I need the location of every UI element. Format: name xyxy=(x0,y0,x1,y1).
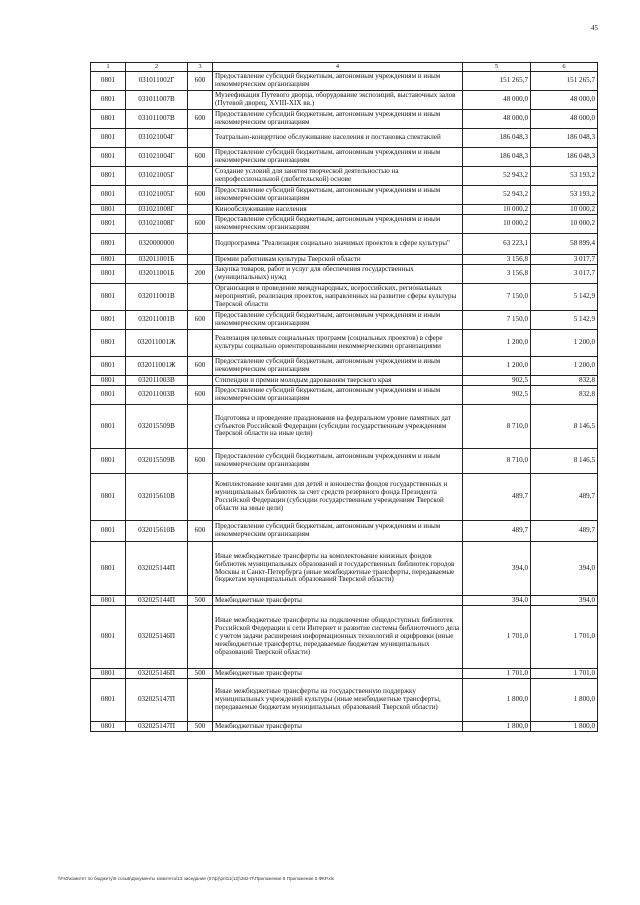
table-row xyxy=(91,542,598,596)
target-article-cell: 032011003В xyxy=(126,386,188,405)
table-row xyxy=(91,330,598,357)
expense-type-cell: 600 xyxy=(188,148,213,167)
amount-2017-cell: 1 200,0 xyxy=(463,357,531,376)
header-cell: 6 xyxy=(531,63,598,72)
section-code-cell: 0801 xyxy=(91,91,126,110)
amount-2018-cell: 394,0 xyxy=(531,542,598,596)
amount-2018-cell: 58 899,4 xyxy=(531,234,598,255)
expense-type-cell: 500 xyxy=(188,669,213,679)
description-cell: Предоставление субсидий бюджетным, автономным учреждениям и иным некоммерческим организациям xyxy=(213,72,463,91)
amount-2018-cell: 186 048,3 xyxy=(531,148,598,167)
amount-2017-cell: 7 150,0 xyxy=(463,311,531,330)
table-header-row xyxy=(91,63,598,72)
amount-2018-cell: 8 146,5 xyxy=(531,449,598,474)
header-cell: 3 xyxy=(188,63,213,72)
section-code-cell: 0801 xyxy=(91,167,126,186)
description-cell: Театрально-концертное обслуживание населения и постановка спектаклей xyxy=(213,129,463,148)
amount-2018-cell: 832,8 xyxy=(531,376,598,386)
file-path-footer: \\Fs0\комитет по бюджету\6 созыв\Документы комитета\13 заседание (07ф)\pril11(12)\282-П\Приложение 6 Приложение 5 ФКР.xls xyxy=(58,876,334,881)
header-cell: 5 xyxy=(463,63,531,72)
section-code-cell: 0801 xyxy=(91,234,126,255)
expense-type-cell xyxy=(188,405,213,449)
table-row xyxy=(91,679,598,722)
table-body xyxy=(91,72,598,732)
section-code-cell: 0801 xyxy=(91,311,126,330)
section-code-cell: 0801 xyxy=(91,521,126,542)
expense-type-cell xyxy=(188,679,213,722)
table-row xyxy=(91,72,598,91)
table-row xyxy=(91,669,598,679)
amount-2018-cell: 489,7 xyxy=(531,474,598,521)
expense-type-cell: 600 xyxy=(188,186,213,205)
header-cell: 2 xyxy=(126,63,188,72)
amount-2017-cell: 7 150,0 xyxy=(463,284,531,311)
table-row xyxy=(91,186,598,205)
amount-2017-cell: 902,5 xyxy=(463,386,531,405)
description-cell: Межбюджетные трансферты xyxy=(213,669,463,679)
amount-2017-cell: 3 156,8 xyxy=(463,265,531,284)
amount-2017-cell: 186 048,3 xyxy=(463,148,531,167)
amount-2017-cell: 394,0 xyxy=(463,542,531,596)
amount-2018-cell: 1 800,0 xyxy=(531,722,598,732)
expense-type-cell xyxy=(188,330,213,357)
amount-2018-cell: 394,0 xyxy=(531,596,598,606)
amount-2018-cell: 3 017,7 xyxy=(531,265,598,284)
target-article-cell: 031021008Г xyxy=(126,215,188,234)
description-cell: Закупка товаров, работ и услуг для обеспечения государственных (муниципальных) нужд xyxy=(213,265,463,284)
amount-2017-cell: 10 000,2 xyxy=(463,215,531,234)
target-article-cell: 031021004Г xyxy=(126,148,188,167)
target-article-cell: 031011007В xyxy=(126,110,188,129)
amount-2017-cell: 151 265,7 xyxy=(463,72,531,91)
target-article-cell: 032015509В xyxy=(126,405,188,449)
amount-2018-cell: 8 146,5 xyxy=(531,405,598,449)
amount-2017-cell: 394,0 xyxy=(463,596,531,606)
header-cell: 1 xyxy=(91,63,126,72)
section-code-cell: 0801 xyxy=(91,376,126,386)
amount-2017-cell: 1 200,0 xyxy=(463,330,531,357)
amount-2017-cell: 10 000,2 xyxy=(463,205,531,215)
description-cell: Иные межбюджетные трансферты на государственную поддержку муниципальных учреждений культуры (иные межбюджетные трансферты, передаваемые бюджетам муниципальных образований Тверской области) xyxy=(213,679,463,722)
section-code-cell: 0801 xyxy=(91,72,126,91)
section-code-cell: 0801 xyxy=(91,255,126,265)
amount-2017-cell: 52 943,2 xyxy=(463,167,531,186)
section-code-cell: 0801 xyxy=(91,265,126,284)
amount-2018-cell: 1 200,0 xyxy=(531,330,598,357)
amount-2017-cell: 1 701,0 xyxy=(463,669,531,679)
expense-type-cell xyxy=(188,234,213,255)
section-code-cell: 0801 xyxy=(91,669,126,679)
section-code-cell: 0801 xyxy=(91,129,126,148)
table-row xyxy=(91,311,598,330)
expense-type-cell xyxy=(188,606,213,669)
description-cell: Создание условий для занятия творческой деятельностью на непрофессиональной (любительской) основе xyxy=(213,167,463,186)
target-article-cell: 032025146П xyxy=(126,669,188,679)
expense-type-cell: 600 xyxy=(188,449,213,474)
section-code-cell: 0801 xyxy=(91,596,126,606)
amount-2017-cell: 3 156,8 xyxy=(463,255,531,265)
expense-type-cell: 200 xyxy=(188,265,213,284)
table-row xyxy=(91,284,598,311)
amount-2017-cell: 489,7 xyxy=(463,474,531,521)
expense-type-cell xyxy=(188,284,213,311)
target-article-cell: 032015509В xyxy=(126,449,188,474)
description-cell: Межбюджетные трансферты xyxy=(213,596,463,606)
section-code-cell: 0801 xyxy=(91,474,126,521)
table-row xyxy=(91,148,598,167)
amount-2018-cell: 10 000,2 xyxy=(531,205,598,215)
amount-2018-cell: 489,7 xyxy=(531,521,598,542)
table-row xyxy=(91,596,598,606)
expense-type-cell xyxy=(188,376,213,386)
table-row xyxy=(91,91,598,110)
table-row xyxy=(91,722,598,732)
target-article-cell: 031021005Г xyxy=(126,186,188,205)
section-code-cell: 0801 xyxy=(91,330,126,357)
section-code-cell: 0801 xyxy=(91,186,126,205)
expense-type-cell xyxy=(188,542,213,596)
expense-type-cell: 600 xyxy=(188,110,213,129)
target-article-cell: 031011002Г xyxy=(126,72,188,91)
amount-2018-cell: 832,8 xyxy=(531,386,598,405)
target-article-cell: 032011001Ж xyxy=(126,357,188,376)
description-cell: Предоставление субсидий бюджетным, автономным учреждениям и иным некоммерческим организациям xyxy=(213,357,463,376)
table-row xyxy=(91,521,598,542)
table-row xyxy=(91,474,598,521)
expense-type-cell: 500 xyxy=(188,596,213,606)
description-cell: Подпрограмма "Реализация социально значимых проектов в сфере культуры" xyxy=(213,234,463,255)
target-article-cell: 032011001Б xyxy=(126,265,188,284)
expense-type-cell: 600 xyxy=(188,386,213,405)
target-article-cell: 031021004Г xyxy=(126,129,188,148)
description-cell: Подготовка и проведение празднования на федеральном уровне памятных дат субъектов Российской Федерации (субсидии государственным учреждениям Тверской области на иные цели) xyxy=(213,405,463,449)
target-article-cell: 031011007В xyxy=(126,91,188,110)
page-number: 45 xyxy=(591,24,598,32)
description-cell: Иные межбюджетные трансферты на подключение общедоступных библиотек Российской Федерации к сети Интернет и развитие системы библиотечного дела с учетом задачи расширения информационных технологий и оцифровки (иные межбюджетные трансферты, передаваемые бюджетам муниципальных образований Тверской области) xyxy=(213,606,463,669)
expense-type-cell: 500 xyxy=(188,722,213,732)
target-article-cell: 032025144П xyxy=(126,596,188,606)
description-cell: Межбюджетные трансферты xyxy=(213,722,463,732)
amount-2017-cell: 63 223,1 xyxy=(463,234,531,255)
amount-2018-cell: 1 800,0 xyxy=(531,679,598,722)
amount-2018-cell: 5 142,9 xyxy=(531,311,598,330)
target-article-cell: 032011001Б xyxy=(126,255,188,265)
amount-2018-cell: 1 701,0 xyxy=(531,606,598,669)
amount-2018-cell: 1 701,0 xyxy=(531,669,598,679)
section-code-cell: 0801 xyxy=(91,542,126,596)
table-row xyxy=(91,265,598,284)
amount-2017-cell: 1 701,0 xyxy=(463,606,531,669)
target-article-cell: 032025144П xyxy=(126,542,188,596)
description-cell: Иные межбюджетные трансферты на комплектование книжных фондов библиотек муниципальных образований и государственных библиотек городов Москвы и Санкт-Петербурга (иные межбюджетные трансферты, передаваемые бюджетам муниципальных образований Тверской области) xyxy=(213,542,463,596)
expense-type-cell: 600 xyxy=(188,72,213,91)
description-cell: Кинообслуживание населения xyxy=(213,205,463,215)
table-row xyxy=(91,449,598,474)
budget-table xyxy=(90,62,598,732)
section-code-cell: 0801 xyxy=(91,148,126,167)
expense-type-cell xyxy=(188,205,213,215)
amount-2018-cell: 10 000,2 xyxy=(531,215,598,234)
section-code-cell: 0801 xyxy=(91,386,126,405)
expense-type-cell: 600 xyxy=(188,521,213,542)
section-code-cell: 0801 xyxy=(91,679,126,722)
target-article-cell: 032015610В xyxy=(126,474,188,521)
expense-type-cell xyxy=(188,167,213,186)
section-code-cell: 0801 xyxy=(91,405,126,449)
table-row xyxy=(91,167,598,186)
target-article-cell: 032025147П xyxy=(126,679,188,722)
description-cell: Комплектование книгами для детей и юношества фондов государственных и муниципальных библиотек за счет средств резервного фонда Президента Российской Федерации (субсидии государственным учреждениям Тверской области на иные цели) xyxy=(213,474,463,521)
amount-2018-cell: 5 142,9 xyxy=(531,284,598,311)
target-article-cell: 032011001В xyxy=(126,284,188,311)
description-cell: Предоставление субсидий бюджетным, автономным учреждениям и иным некоммерческим организациям xyxy=(213,148,463,167)
description-cell: Предоставление субсидий бюджетным, автономным учреждениям и иным некоммерческим организациям xyxy=(213,311,463,330)
amount-2017-cell: 8 710,0 xyxy=(463,449,531,474)
amount-2018-cell: 1 200,0 xyxy=(531,357,598,376)
description-cell: Предоставление субсидий бюджетным, автономным учреждениям и иным некоммерческим организациям xyxy=(213,521,463,542)
target-article-cell: 0320000000 xyxy=(126,234,188,255)
section-code-cell: 0801 xyxy=(91,110,126,129)
amount-2018-cell: 186 048,3 xyxy=(531,129,598,148)
table-row xyxy=(91,234,598,255)
target-article-cell: 032025147П xyxy=(126,722,188,732)
amount-2017-cell: 186 048,3 xyxy=(463,129,531,148)
section-code-cell: 0801 xyxy=(91,449,126,474)
target-article-cell: 031021008Г xyxy=(126,205,188,215)
amount-2017-cell: 48 000,0 xyxy=(463,91,531,110)
amount-2017-cell: 52 943,2 xyxy=(463,186,531,205)
amount-2018-cell: 3 017,7 xyxy=(531,255,598,265)
amount-2017-cell: 489,7 xyxy=(463,521,531,542)
description-cell: Организация и проведение международных, всероссийских, региональных мероприятий, реализация проектов, направленных на развитие сферы культуры Тверской области xyxy=(213,284,463,311)
target-article-cell: 032011001Ж xyxy=(126,330,188,357)
expense-type-cell xyxy=(188,129,213,148)
table-row xyxy=(91,129,598,148)
header-cell: 4 xyxy=(213,63,463,72)
expense-type-cell: 600 xyxy=(188,311,213,330)
amount-2018-cell: 48 000,0 xyxy=(531,91,598,110)
table-row xyxy=(91,205,598,215)
table-row xyxy=(91,386,598,405)
amount-2018-cell: 53 193,2 xyxy=(531,186,598,205)
table-row xyxy=(91,255,598,265)
target-article-cell: 031021005Г xyxy=(126,167,188,186)
section-code-cell: 0801 xyxy=(91,606,126,669)
expense-type-cell xyxy=(188,474,213,521)
amount-2017-cell: 8 710,0 xyxy=(463,405,531,449)
description-cell: Премии работникам культуры Тверской области xyxy=(213,255,463,265)
section-code-cell: 0801 xyxy=(91,205,126,215)
expense-type-cell: 600 xyxy=(188,357,213,376)
table-row xyxy=(91,110,598,129)
table-row xyxy=(91,357,598,376)
expense-type-cell xyxy=(188,91,213,110)
amount-2017-cell: 902,5 xyxy=(463,376,531,386)
target-article-cell: 032025146П xyxy=(126,606,188,669)
section-code-cell: 0801 xyxy=(91,215,126,234)
target-article-cell: 032011003В xyxy=(126,376,188,386)
table-row xyxy=(91,405,598,449)
description-cell: Реализация целевых социальных программ (социальных проектов) в сфере культуры социально ориентированными некоммерческими организациями xyxy=(213,330,463,357)
section-code-cell: 0801 xyxy=(91,357,126,376)
description-cell: Предоставление субсидий бюджетным, автономным учреждениям и иным некоммерческим организациям xyxy=(213,215,463,234)
table-row xyxy=(91,215,598,234)
target-article-cell: 032015610В xyxy=(126,521,188,542)
amount-2018-cell: 151 265,7 xyxy=(531,72,598,91)
description-cell: Стипендии и премии молодым дарованиям тверского края xyxy=(213,376,463,386)
amount-2017-cell: 1 800,0 xyxy=(463,679,531,722)
description-cell: Предоставление субсидий бюджетным, автономным учреждениям и иным некоммерческим организациям xyxy=(213,449,463,474)
amount-2017-cell: 48 000,0 xyxy=(463,110,531,129)
table-row xyxy=(91,606,598,669)
expense-type-cell xyxy=(188,255,213,265)
description-cell: Музеефикация Путевого дворца, оборудование экспозиций, выставочных залов (Путевой дворец, XVIII-XIX вв.) xyxy=(213,91,463,110)
section-code-cell: 0801 xyxy=(91,284,126,311)
amount-2017-cell: 1 800,0 xyxy=(463,722,531,732)
target-article-cell: 032011001В xyxy=(126,311,188,330)
section-code-cell: 0801 xyxy=(91,722,126,732)
amount-2018-cell: 48 000,0 xyxy=(531,110,598,129)
description-cell: Предоставление субсидий бюджетным, автономным учреждениям и иным некоммерческим организациям xyxy=(213,386,463,405)
expense-type-cell: 600 xyxy=(188,215,213,234)
amount-2018-cell: 53 193,2 xyxy=(531,167,598,186)
description-cell: Предоставление субсидий бюджетным, автономным учреждениям и иным некоммерческим организациям xyxy=(213,110,463,129)
description-cell: Предоставление субсидий бюджетным, автономным учреждениям и иным некоммерческим организациям xyxy=(213,186,463,205)
table-row xyxy=(91,376,598,386)
